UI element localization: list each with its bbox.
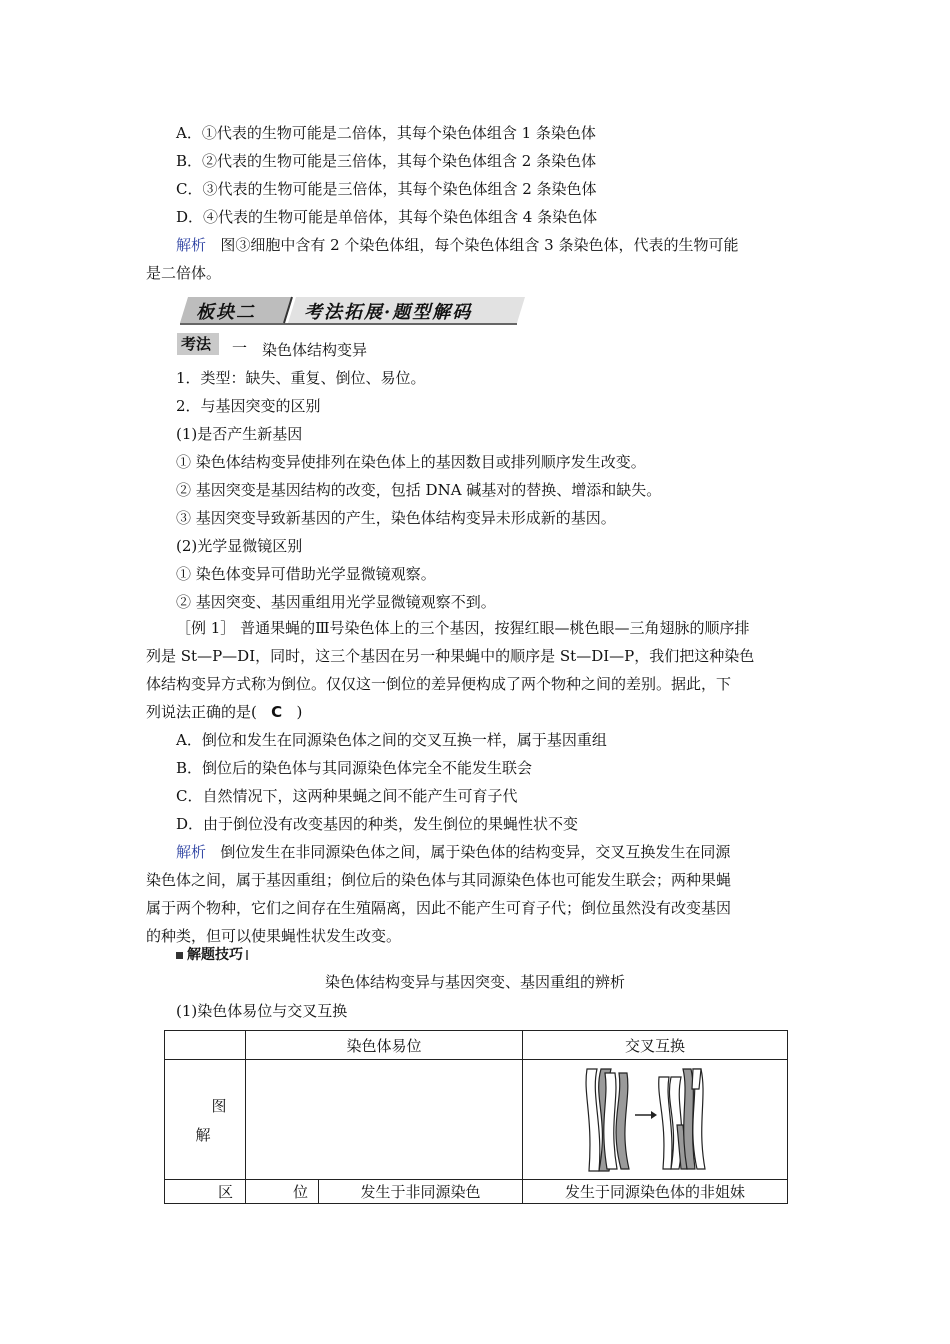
point-8: ① 染色体变异可借助光学显微镜观察。: [176, 565, 436, 583]
tujie-label-cell: [165, 1060, 246, 1180]
example-option-d: D．由于倒位没有改变基因的种类，发生倒位的果蝇性状不变: [176, 815, 579, 833]
example-line-1: ［例 1］ 普通果蝇的Ⅲ号染色体上的三个基因，按猩红眼—桃色眼—三角翅脉的顺序排: [176, 619, 750, 637]
tujie-label-2: 解: [195, 1125, 211, 1144]
analysis2-line-2: 染色体之间，属于基因重组；倒位后的染色体与其同源染色体也可能发生联会；两种果蝇: [146, 871, 732, 889]
kaofa-tag: 考法: [177, 333, 219, 355]
jiaocha-diagram-cell: [523, 1060, 788, 1180]
example-line-4: 列说法正确的是( C ): [146, 703, 303, 721]
analysis2-line-1: 解析 倒位发生在非同源染色体之间，属于染色体的结构变异，交叉互换发生在同源: [176, 843, 731, 861]
example-option-c: C．自然情况下，这两种果蝇之间不能产生可育子代: [176, 787, 518, 805]
analysis2-line-3: 属于两个物种，它们之间存在生殖隔离，因此不能产生可育子代；倒位虽然没有改变基因: [146, 899, 732, 917]
section-banner: [180, 295, 525, 325]
tip-square-icon: [176, 952, 183, 959]
point-9: ② 基因突变、基因重组用光学显微镜观察不到。: [176, 593, 496, 611]
analysis-label: 解析: [176, 236, 207, 254]
option-c: C．③代表的生物可能是三倍体，其每个染色体组含 2 条染色体: [176, 180, 597, 198]
tip-heading: 解题技巧: [176, 944, 248, 964]
example-option-a: A．倒位和发生在同源染色体之间的交叉互换一样，属于基因重组: [176, 731, 607, 749]
banner-part2: 考法拓展·题型解码: [304, 302, 473, 323]
subtitle: 染色体结构变异与基因突变、基因重组的辨析: [325, 973, 626, 991]
analysis2-line-4: 的种类，但可以使果蝇性状发生改变。: [146, 927, 402, 945]
example-line-3: 体结构变异方式称为倒位。仅仅这一倒位的差异便构成了两个物种之间的差别。据此，下: [146, 675, 732, 693]
section-1-title: (1)染色体易位与交叉互换: [176, 1002, 348, 1020]
tip-bar-icon: [246, 950, 248, 960]
point-4: ① 染色体结构变异使排列在染色体上的基因数目或排列顺序发生改变。: [176, 453, 646, 471]
header-jiaocha: 交叉互换: [523, 1031, 788, 1060]
point-3: (1)是否产生新基因: [176, 425, 303, 443]
analysis-line-2: 是二倍体。: [146, 264, 222, 282]
qu-label: 区: [165, 1180, 246, 1204]
point-7: (2)光学显微镜区别: [176, 537, 303, 555]
option-d: D．④代表的生物可能是单倍体，其每个染色体组含 4 条染色体: [176, 208, 598, 226]
comparison-table: [164, 1030, 788, 1204]
point-5: ② 基因突变是基因结构的改变，包括 DNA 碱基对的替换、增添和缺失。: [176, 481, 662, 499]
header-empty-cell: [165, 1031, 246, 1060]
point-6: ③ 基因突变导致新基因的产生，染色体结构变异未形成新的基因。: [176, 509, 616, 527]
jiaocha-position: 发生于同源染色体的非姐妹: [523, 1180, 788, 1204]
point-1: 1．类型：缺失、重复、倒位、易位。: [176, 369, 426, 387]
wei-label: 位: [246, 1180, 319, 1204]
point-2: 2．与基因突变的区别: [176, 397, 321, 415]
kaofa-number: 一: [232, 339, 248, 357]
example-option-b: B．倒位后的染色体与其同源染色体完全不能发生联会: [176, 759, 533, 777]
yiwei-position: 发生于非同源染色: [319, 1180, 523, 1204]
example-line-2: 列是 St—P—DI，同时，这三个基因在另一种果蝇中的顺序是 St—DI—P，我们把这种染色: [146, 647, 755, 665]
answer: C: [271, 703, 283, 721]
header-yiwei: 染色体易位: [246, 1031, 523, 1060]
crossing-over-diagram: [579, 1065, 709, 1175]
banner-part1: 板块二: [196, 302, 256, 323]
tujie-label-1: 图: [211, 1096, 227, 1115]
option-a: A．①代表的生物可能是二倍体，其每个染色体组含 1 条染色体: [176, 124, 596, 142]
analysis-line-1: 解析 图③细胞中含有 2 个染色体组，每个染色体组含 3 条染色体，代表的生物可能: [176, 236, 739, 254]
kaofa-title: 染色体结构变异: [262, 341, 368, 359]
option-b: B．②代表的生物可能是三倍体，其每个染色体组含 2 条染色体: [176, 152, 597, 170]
analysis2-label: 解析: [176, 843, 207, 861]
yiwei-diagram-cell: [246, 1060, 523, 1180]
